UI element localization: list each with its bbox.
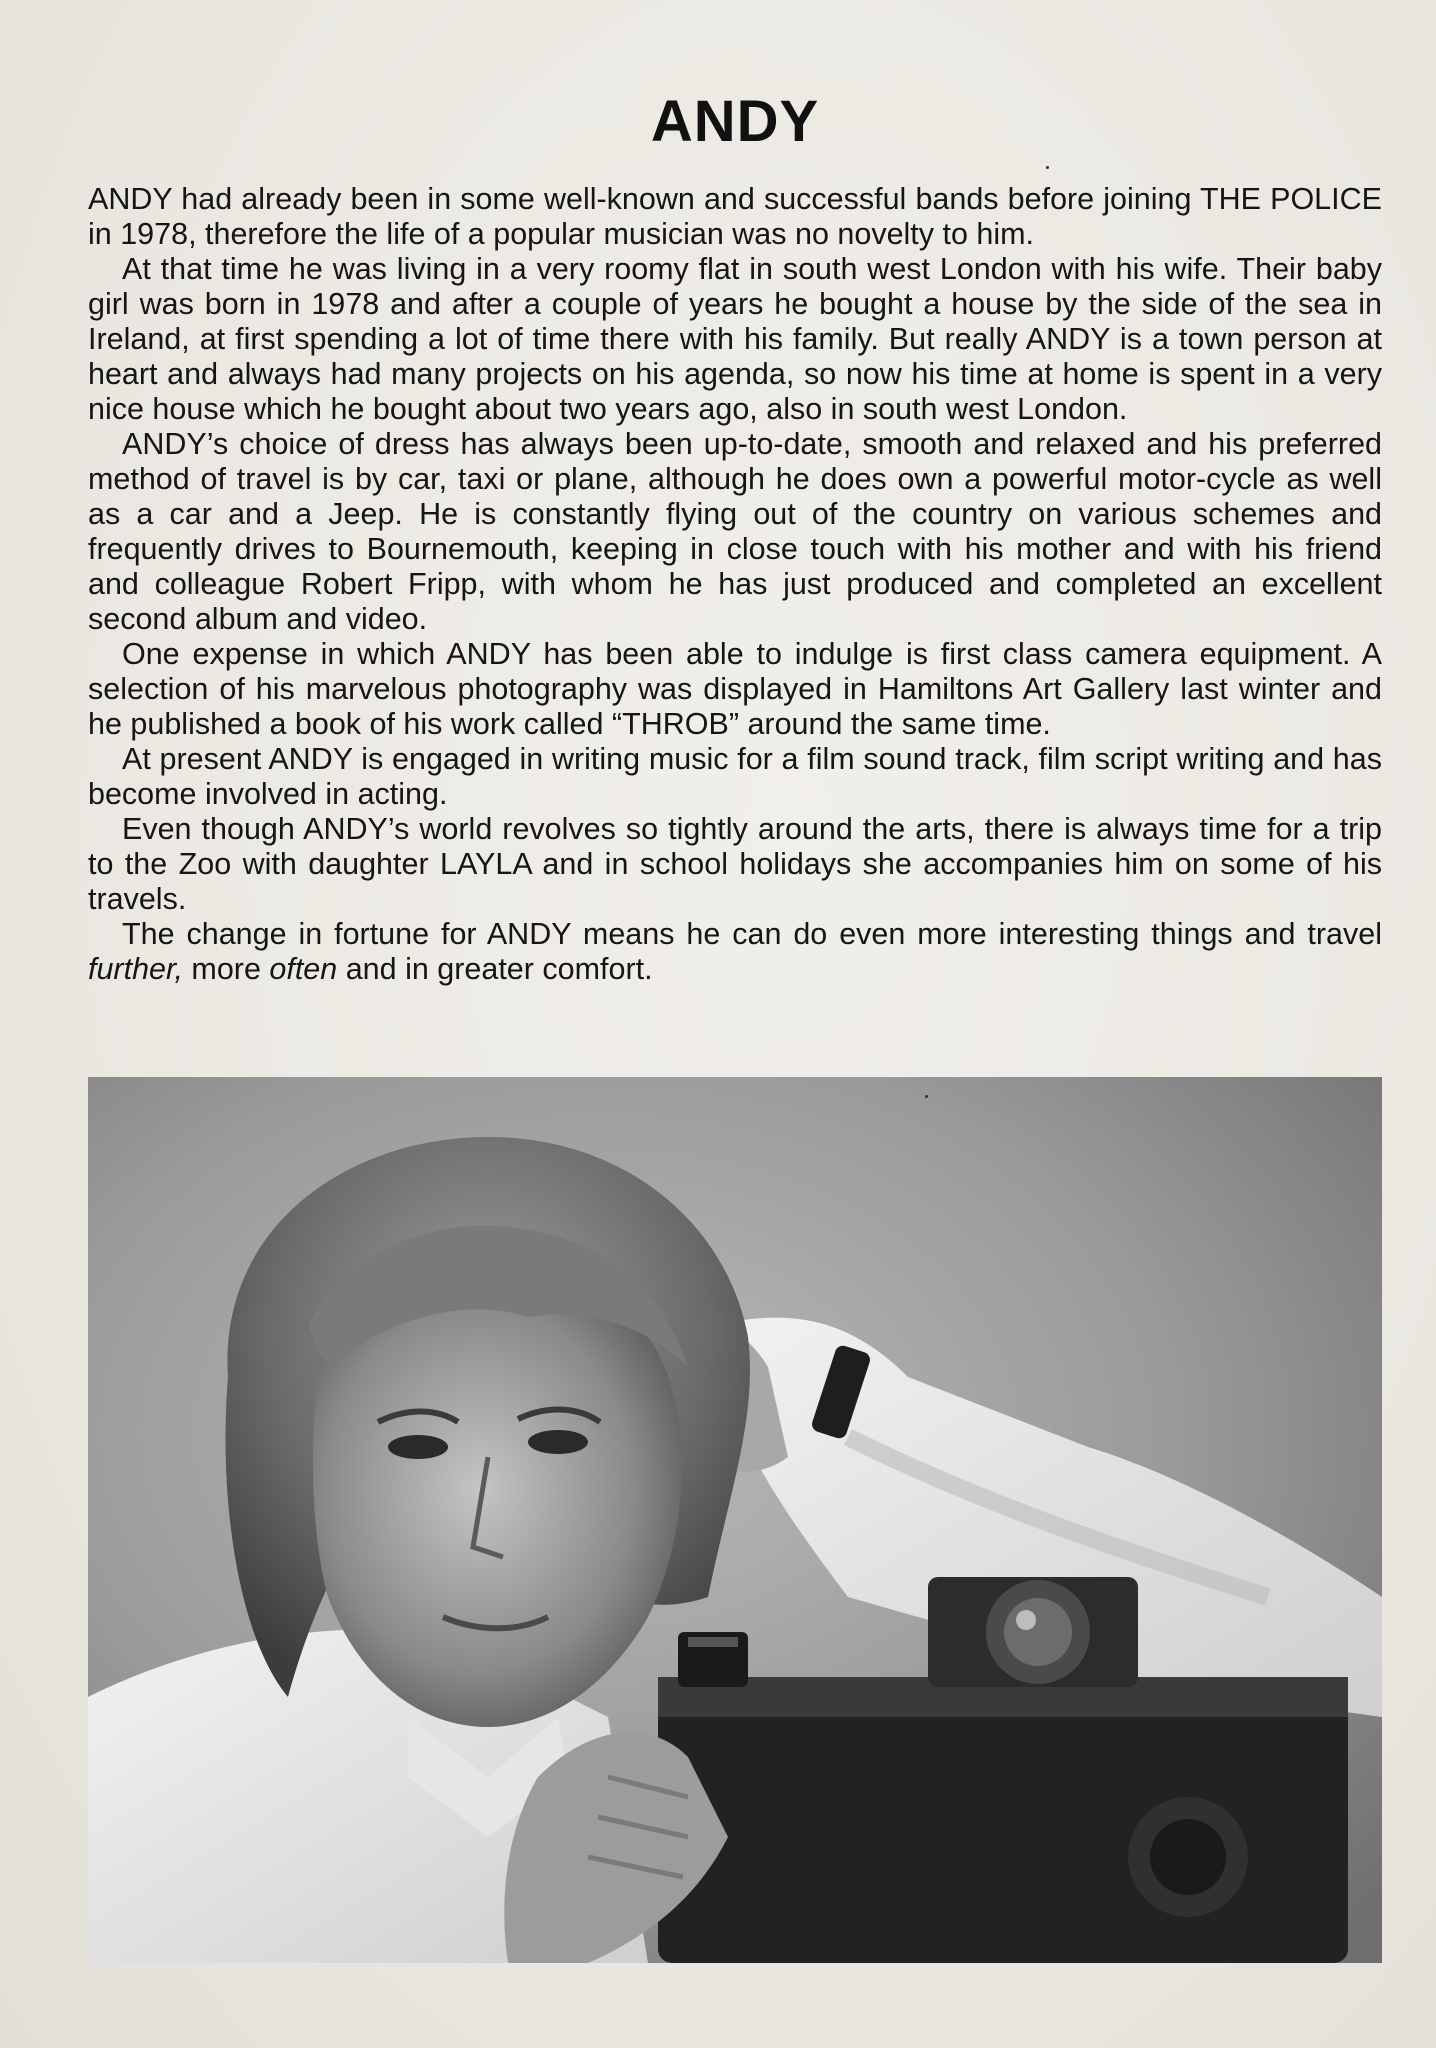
article-body (88, 182, 1382, 987)
paragraph-7-text-b: more (182, 952, 270, 986)
print-speck (1046, 166, 1049, 169)
portrait-photograph (88, 1077, 1382, 1963)
paragraph-7-italic-often: often (269, 952, 338, 986)
photograph-icon (88, 1077, 1382, 1963)
paragraph-6: Even though ANDY’s world revolves so tightly around the arts, there is always time for a trip to the Zoo with daughter LAYLA and in school holidays she accompanies him on some of his travels. (88, 812, 1382, 916)
print-speck (925, 1095, 928, 1098)
paragraph-7 (88, 917, 1382, 987)
paragraph-7-italic-further: further, (88, 952, 183, 986)
paragraph-3: ANDY’s choice of dress has always been up-to-date, smooth and relaxed and his preferred method of travel is by car, taxi or plane, although he does own a powerful motor-cycle as well as a car and a Jeep. He is constantly flying out of the country on various schemes and frequently drives to Bournemouth, keeping in close touch with his mother and with his friend and colleague Robert Fripp, with whom he has just produced and completed an excellent second album and video. (88, 427, 1382, 636)
article-title: ANDY (650, 89, 820, 154)
paragraph-2: At that time he was living in a very roomy flat in south west London with his wife. Their baby girl was born in 1978 and after a couple of years he bought a house by the side of the sea in Ireland, at first spending a lot of time there with his family. But really ANDY is a town person at heart and always had many projects on his agenda, so now his time at home is spent in a very nice house which he bought about two years ago, also in south west London. (88, 252, 1382, 426)
paragraph-7-text-c: and in greater comfort. (337, 952, 653, 986)
paragraph-5: At present ANDY is engaged in writing music for a film sound track, film script writing and has become involved in acting. (88, 742, 1382, 811)
paragraph-7-text-a: The change in fortune for ANDY means he can do even more interesting things and travel (122, 917, 1382, 951)
paragraph-4: One expense in which ANDY has been able to indulge is first class camera equipment. A selection of his marvelous photography was displayed in Hamiltons Art Gallery last winter and he published a book of his work called “THROB” around the same time. (88, 637, 1382, 741)
paragraph-1: ANDY had already been in some well-known and successful bands before joining THE POLICE in 1978, therefore the life of a popular musician was no novelty to him. (88, 182, 1382, 251)
